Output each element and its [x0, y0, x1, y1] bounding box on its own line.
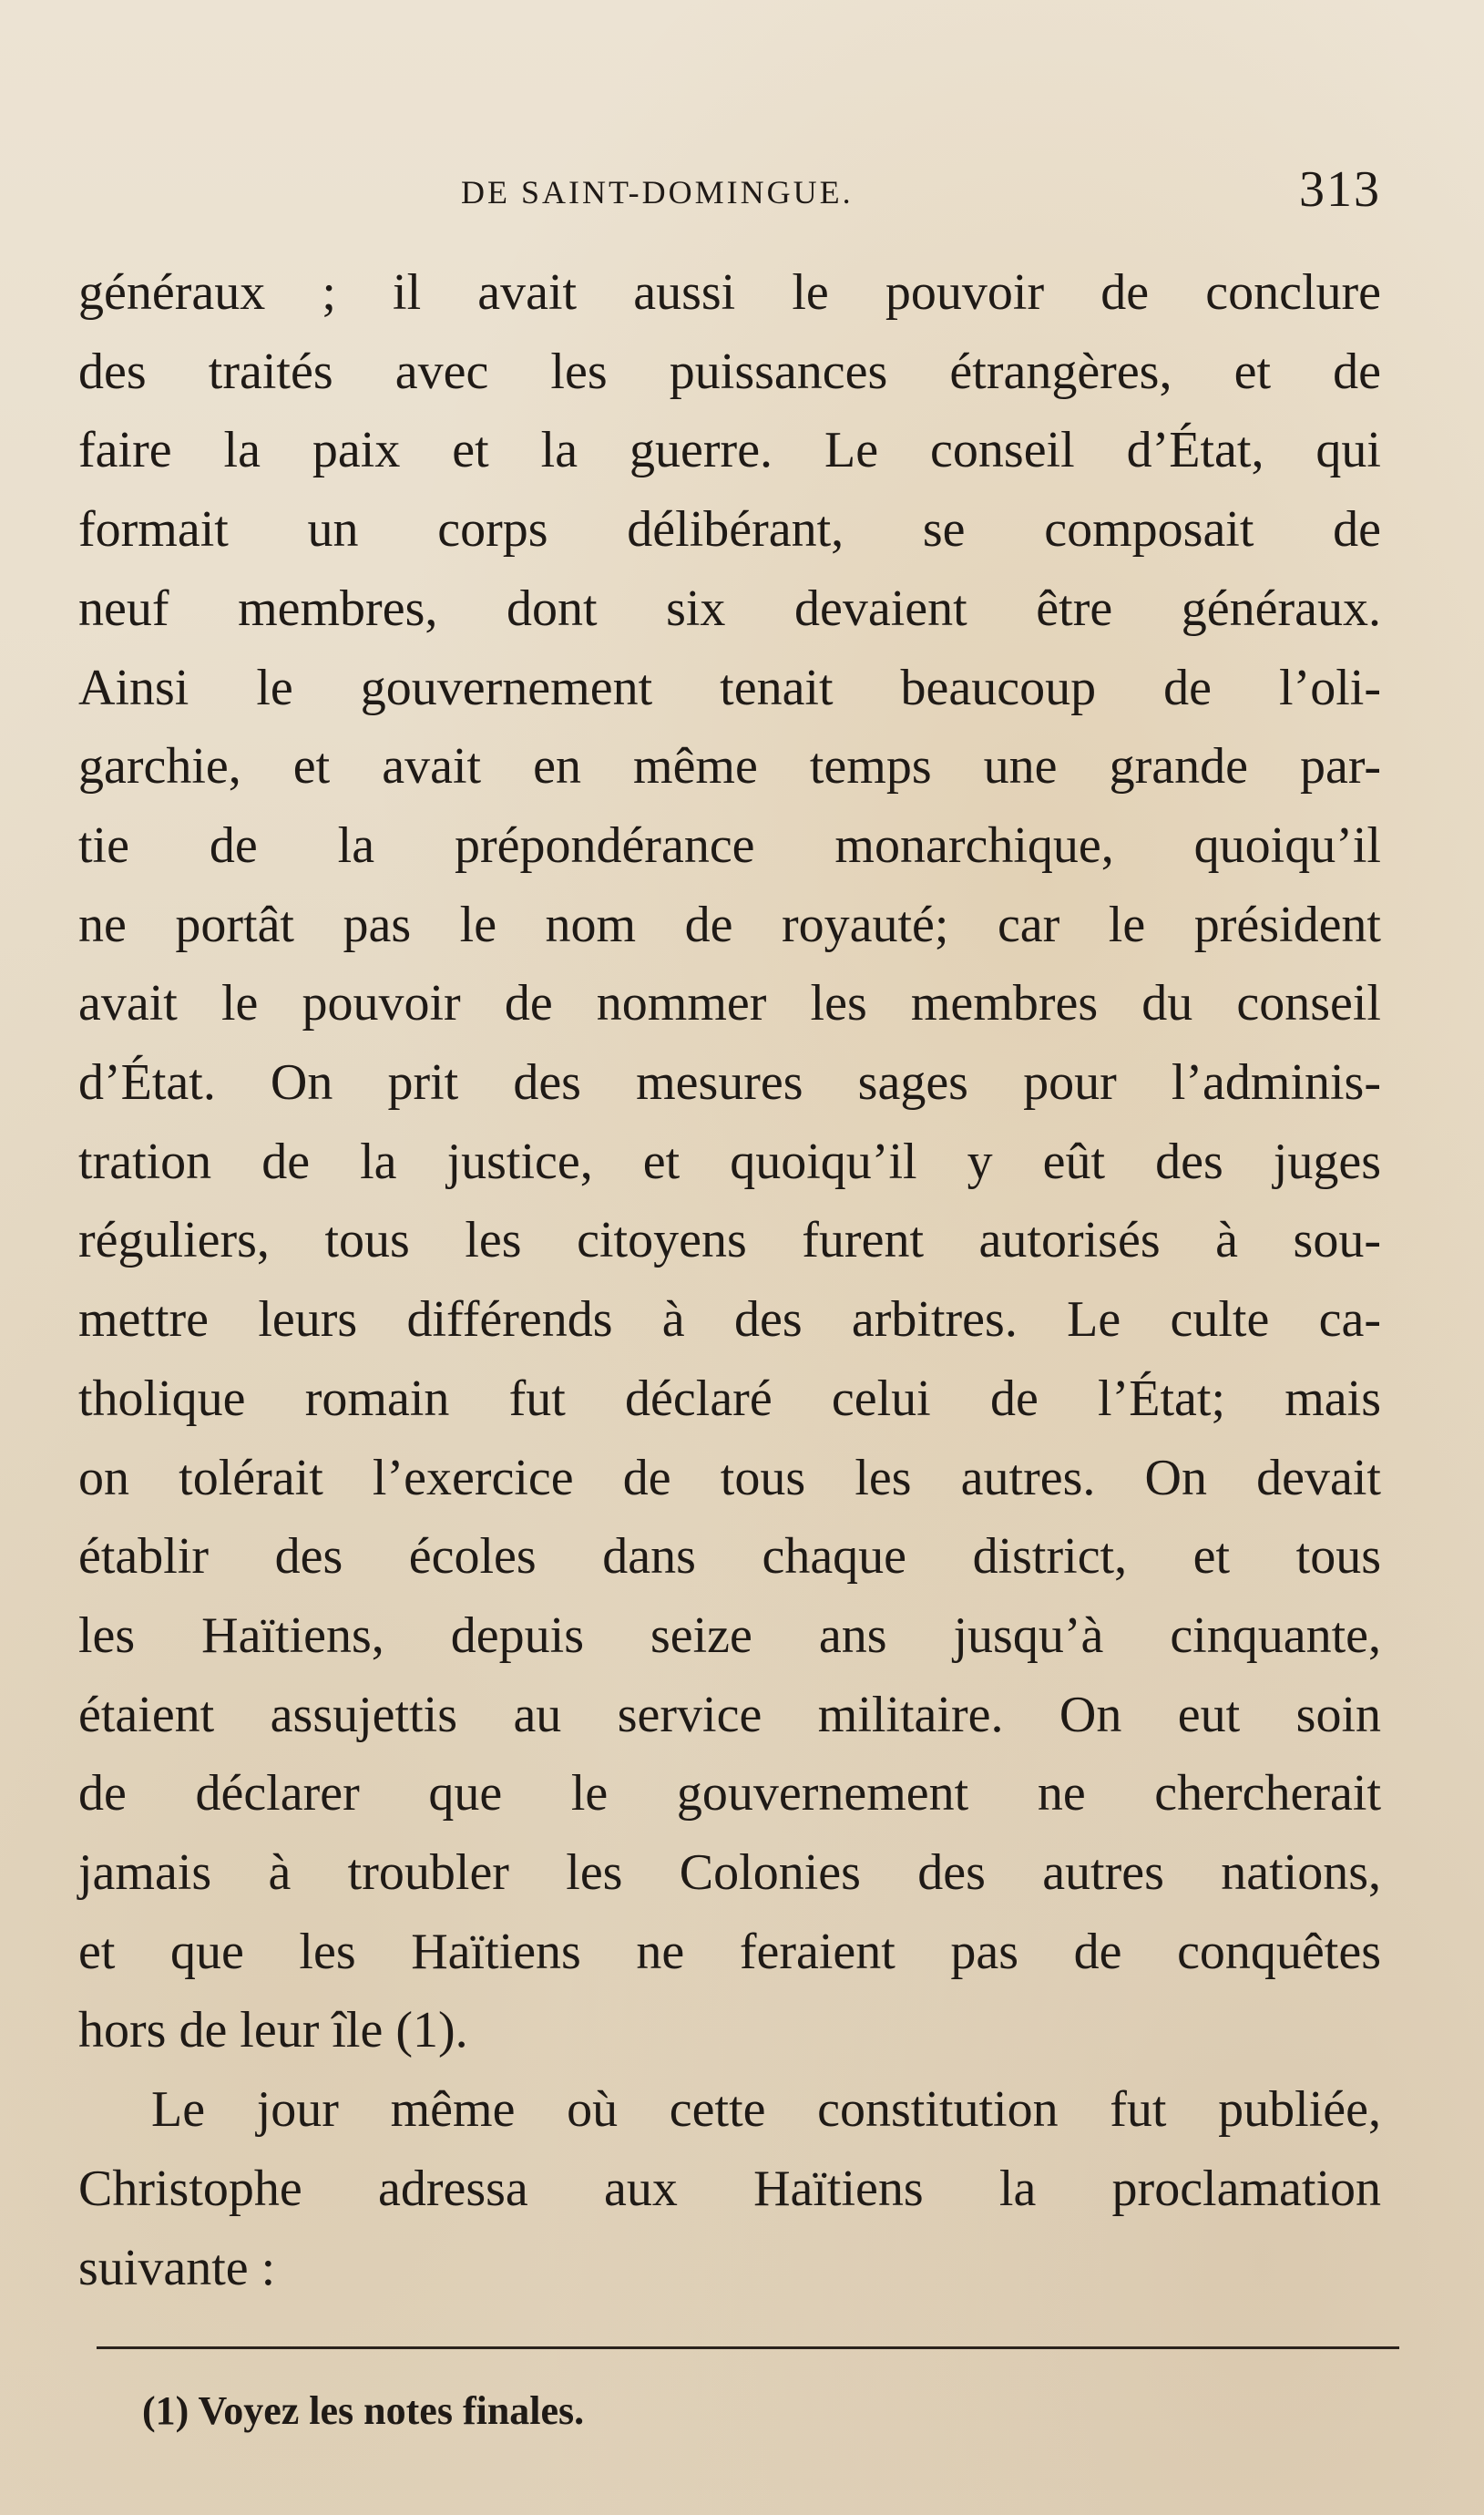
text-line: jamais à troubler les Colonies des autres nations,	[78, 1844, 1381, 1902]
page-number: 313	[1299, 161, 1381, 218]
text-line: et que les Haïtiens ne feraient pas de conquêtes	[78, 1923, 1381, 1980]
text-line: réguliers, tous les citoyens furent autorisés à sou-	[78, 1212, 1381, 1269]
text-line: neuf membres, dont six devaient être généraux.	[78, 580, 1381, 637]
text-line: tration de la justice, et quoiqu’il y eût des juges	[78, 1133, 1381, 1190]
text-line: Christophe adressa aux Haïtiens la proclamation	[78, 2160, 1381, 2217]
text-line: on tolérait l’exercice de tous les autres. On devait	[78, 1449, 1381, 1506]
text-line: de déclarer que le gouvernement ne chercherait	[78, 1765, 1381, 1822]
text-line: généraux ; il avait aussi le pouvoir de conclure	[78, 264, 1381, 321]
text-line: hors de leur île (1).	[78, 2002, 468, 2059]
text-line: étaient assujettis au service militaire. On eut soin	[78, 1686, 1381, 1743]
page-header	[78, 160, 1381, 224]
text-line: établir des écoles dans chaque district, et tous	[78, 1528, 1381, 1586]
text-line: mettre leurs différends à des arbitres. Le culte ca-	[78, 1291, 1381, 1349]
text-line: formait un corps délibérant, se composait de	[78, 501, 1381, 559]
running-title: DE SAINT-DOMINGUE.	[461, 174, 854, 210]
text-line: d’État. On prit des mesures sages pour l’adminis-	[78, 1054, 1381, 1112]
text-line: tholique romain fut déclaré celui de l’État; mais	[78, 1370, 1381, 1427]
text-line: Le jour même où cette constitution fut publiée,	[151, 2081, 1381, 2139]
text-line: des traités avec les puissances étrangères, et de	[78, 343, 1381, 400]
text-line: suivante :	[78, 2239, 276, 2296]
text-line: les Haïtiens, depuis seize ans jusqu’à cinquante,	[78, 1607, 1381, 1664]
text-line: garchie, et avait en même temps une grande par-	[78, 738, 1381, 796]
text-line: Ainsi le gouvernement tenait beaucoup de l’oli-	[78, 659, 1381, 716]
text-line: ne portât pas le nom de royauté; car le président	[78, 896, 1381, 953]
text-line: faire la paix et la guerre. Le conseil d’État, qui	[78, 422, 1381, 479]
text-line: tie de la prépondérance monarchique, quoiqu’il	[78, 816, 1381, 874]
text-line: avait le pouvoir de nommer les membres du conseil	[78, 975, 1381, 1032]
body-text	[78, 253, 1381, 2307]
footnote: (1) Voyez les notes finales.	[142, 2388, 585, 2433]
footnote-rule	[97, 2346, 1399, 2349]
